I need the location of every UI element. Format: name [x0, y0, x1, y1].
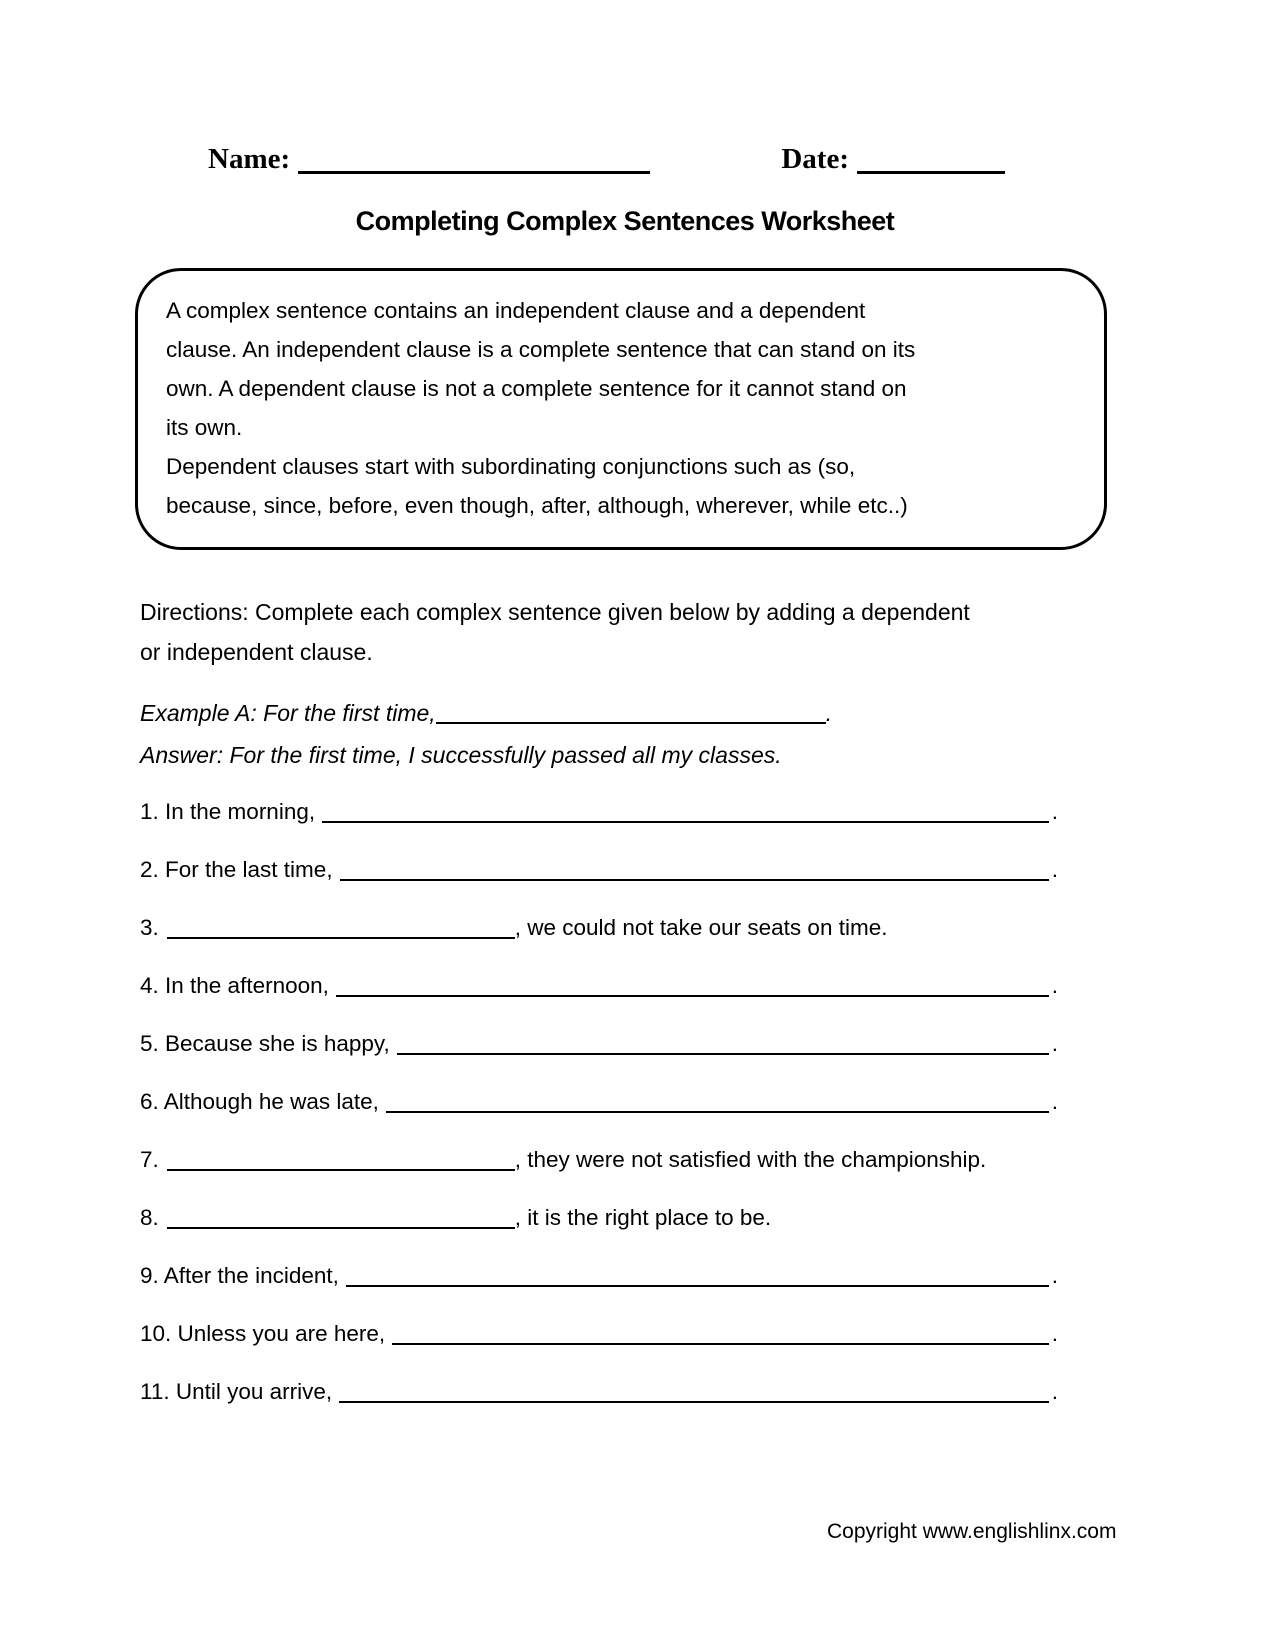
item-blank-line	[167, 937, 515, 939]
name-label: Name:	[208, 143, 291, 175]
definition-text-line: Dependent clauses start with subordinating conjunctions such as (so,	[166, 454, 856, 479]
date-blank-line	[857, 171, 1005, 174]
definition-text-line: A complex sentence contains an independent clause and a dependent	[166, 298, 866, 323]
item-period: .	[1051, 973, 1058, 998]
example-prompt-text: Example A: For the first time,	[140, 700, 436, 726]
worksheet-item	[140, 798, 1058, 826]
worksheet-item	[140, 1262, 1058, 1290]
item-blank-line	[392, 1343, 1049, 1345]
example-prompt-line	[140, 692, 1110, 734]
worksheet-item	[140, 1088, 1058, 1116]
item-label: 1. In the morning,	[140, 799, 316, 824]
header-row	[140, 142, 1110, 176]
worksheet-item	[140, 1378, 1058, 1406]
worksheet-item	[140, 1204, 1058, 1232]
item-label: 11. Until you arrive,	[140, 1379, 333, 1404]
item-blank-line	[397, 1053, 1049, 1055]
item-blank-line	[336, 995, 1049, 997]
item-period: .	[1051, 1089, 1058, 1114]
item-blank-line	[167, 1169, 515, 1171]
item-period: .	[1051, 857, 1058, 882]
worksheet-item	[140, 914, 1058, 942]
date-field-group	[781, 142, 1005, 176]
item-label: 3.	[140, 915, 159, 940]
definition-text-line: because, since, before, even though, after, although, wherever, while etc..)	[166, 493, 908, 518]
item-label: 10. Unless you are here,	[140, 1321, 386, 1346]
worksheet-item	[140, 972, 1058, 1000]
worksheet-item	[140, 1320, 1058, 1348]
item-period: .	[1051, 1263, 1058, 1288]
item-label: 5. Because she is happy,	[140, 1031, 390, 1056]
item-blank-line	[346, 1285, 1049, 1287]
item-period: .	[1051, 799, 1058, 824]
item-blank-line	[386, 1111, 1049, 1113]
items-list	[140, 798, 1110, 1406]
definition-box	[135, 268, 1107, 550]
item-blank-line	[340, 879, 1049, 881]
definition-text-line: own. A dependent clause is not a complete sentence for it cannot stand on	[166, 376, 907, 401]
item-label: 2. For the last time,	[140, 857, 333, 882]
item-label: 7.	[140, 1147, 159, 1172]
item-period: .	[1051, 1379, 1058, 1404]
example-answer-line: Answer: For the first time, I successfully passed all my classes.	[140, 742, 782, 768]
directions-text-line: or independent clause.	[140, 639, 373, 665]
directions	[140, 592, 1110, 672]
item-label: 9. After the incident,	[140, 1263, 339, 1288]
definition-text-line: its own.	[166, 415, 243, 440]
copyright-text: Copyright www.englishlinx.com	[827, 1520, 1117, 1543]
item-blank-line	[167, 1227, 515, 1229]
item-after-text: , we could not take our seats on time.	[514, 915, 888, 940]
item-period: .	[1051, 1031, 1058, 1056]
name-field-group	[208, 142, 650, 176]
directions-text-line: Directions: Complete each complex sentence given below by adding a dependent	[140, 599, 970, 625]
item-blank-line	[339, 1401, 1049, 1403]
name-blank-line	[298, 171, 650, 174]
example-prompt-period: .	[825, 700, 833, 726]
item-blank-line	[322, 821, 1049, 823]
worksheet-item	[140, 856, 1058, 884]
item-after-text: , they were not satisfied with the championship.	[514, 1147, 987, 1172]
item-label: 8.	[140, 1205, 159, 1230]
item-period: .	[1051, 1321, 1058, 1346]
item-label: 6. Although he was late,	[140, 1089, 379, 1114]
example-block	[140, 692, 1110, 776]
item-label: 4. In the afternoon,	[140, 973, 329, 998]
worksheet-item	[140, 1030, 1058, 1058]
definition-text-line: clause. An independent clause is a complete sentence that can stand on its	[166, 337, 916, 362]
page-title: Completing Complex Sentences Worksheet	[355, 206, 895, 236]
item-after-text: , it is the right place to be.	[514, 1205, 772, 1230]
example-blank-line	[436, 722, 826, 724]
worksheet-item	[140, 1146, 1058, 1174]
date-label: Date:	[781, 143, 849, 175]
